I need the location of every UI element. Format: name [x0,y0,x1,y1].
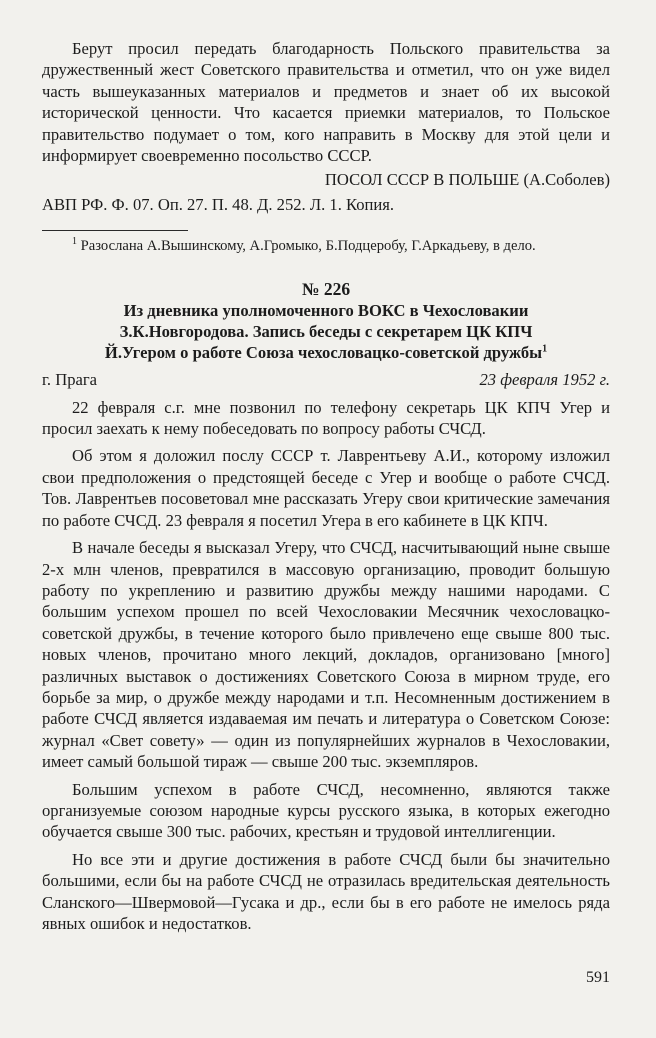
document-place: г. Прага [42,370,98,390]
footnote-marker: 1 [72,236,77,248]
archive-reference: АВП РФ. Ф. 07. Оп. 27. П. 48. Д. 252. Л. 1. Копия. [42,194,395,214]
document-title [42,300,610,363]
place-date-line [42,369,610,390]
body-paragraph: Но все эти и другие достижения в работе СЧСД были бы значительно большими, если бы на работе СЧСД не отразилась вредительская деятельность Сланского—Швермовой—Гусака и др., если бы в его работе не имелось ряда явных ошибок и недостатков. [42,849,610,933]
body-paragraph: Об этом я доложил послу СССР т. Лаврентьеву А.И., которому изложил свои предположения о предстоящей беседе с Угер и вообще о работе СЧСД. Тов. Лаврентьев посоветовал мне рассказать Угеру свои критические замечания по работе СЧСД. 23 февраля я посетил Угера в его кабинете в ЦК КПЧ. [42,446,610,530]
document-title-line: Из дневника уполномоченного ВОКС в Чехословакии [123,301,529,321]
ambassador-signature: ПОСОЛ СССР В ПОЛЬШЕ (А.Соболев) [324,170,610,190]
body-paragraph: В начале беседы я высказал Угеру, что СЧСД, насчитывающий ныне свыше 2-х млн членов, превратился в массовую организацию, проводит большую работу по укреплению и развитию дружбы между нашими народами. С большим успехом прошел по всей Чехословакии Месячник чехословацко-советской дружбы, в течение которого было привлечено еще свыше 800 тыс. новых членов, прочитано много лекций, докладов, организовано [много] различных выставок о достижениях Советского Союза в мирном труде, его борьбе за мир, о дружбе между народами и т.п. Несомненным достижением в работе СЧСД является издаваемая им печать и литература о Советском Союзе: журнал «Свет совету» — один из популярнейших журналов в Чехословакии, имеет самый большой тираж — свыше 200 тыс. экземпляров. [42,538,610,772]
document-page [42,38,610,934]
body-paragraph: Большим успехом в работе СЧСД, несомненно, являются также организуемые союзом народные курсы русского языка, в которых ежегодно обучается свыше 300 тыс. рабочих, крестьян и трудовой интеллигенции. [42,779,610,842]
body-paragraph: 22 февраля с.г. мне позвонил по телефону секретарь ЦК КПЧ Угер и просил заехать к нему побеседовать по вопросу работы СЧСД. [42,397,610,439]
footnote-text: Разослана А.Вышинскому, А.Громыко, Б.Подцеробу, Г.Аркадьеву, в дело. [80,238,536,255]
title-footnote-marker: 1 [542,343,548,355]
document-title-line [42,342,610,363]
document-title-line: З.К.Новгородова. Запись беседы с секретарем ЦК КПЧ [119,322,533,342]
page-number: 591 [586,969,610,986]
intro-paragraph: Берут просил передать благодарность Польского правительства за дружественный жест Советского правительства и отметил, что он уже видел часть вышеуказанных материалов и предметов и знает об их высокой исторической ценности. Что касается приемки материалов, то Польское правительство подумает о том, кого направить в Москву для этой цели и информирует своевременно посольство СССР. [42,39,610,166]
document-number: № 226 [301,279,351,300]
document-title-line-text: Й.Угером о работе Союза чехословацко-советской дружбы [104,343,543,363]
footnote [42,237,610,256]
footnote-divider [42,230,188,231]
document-date: 23 февраля 1952 г. [479,370,610,390]
